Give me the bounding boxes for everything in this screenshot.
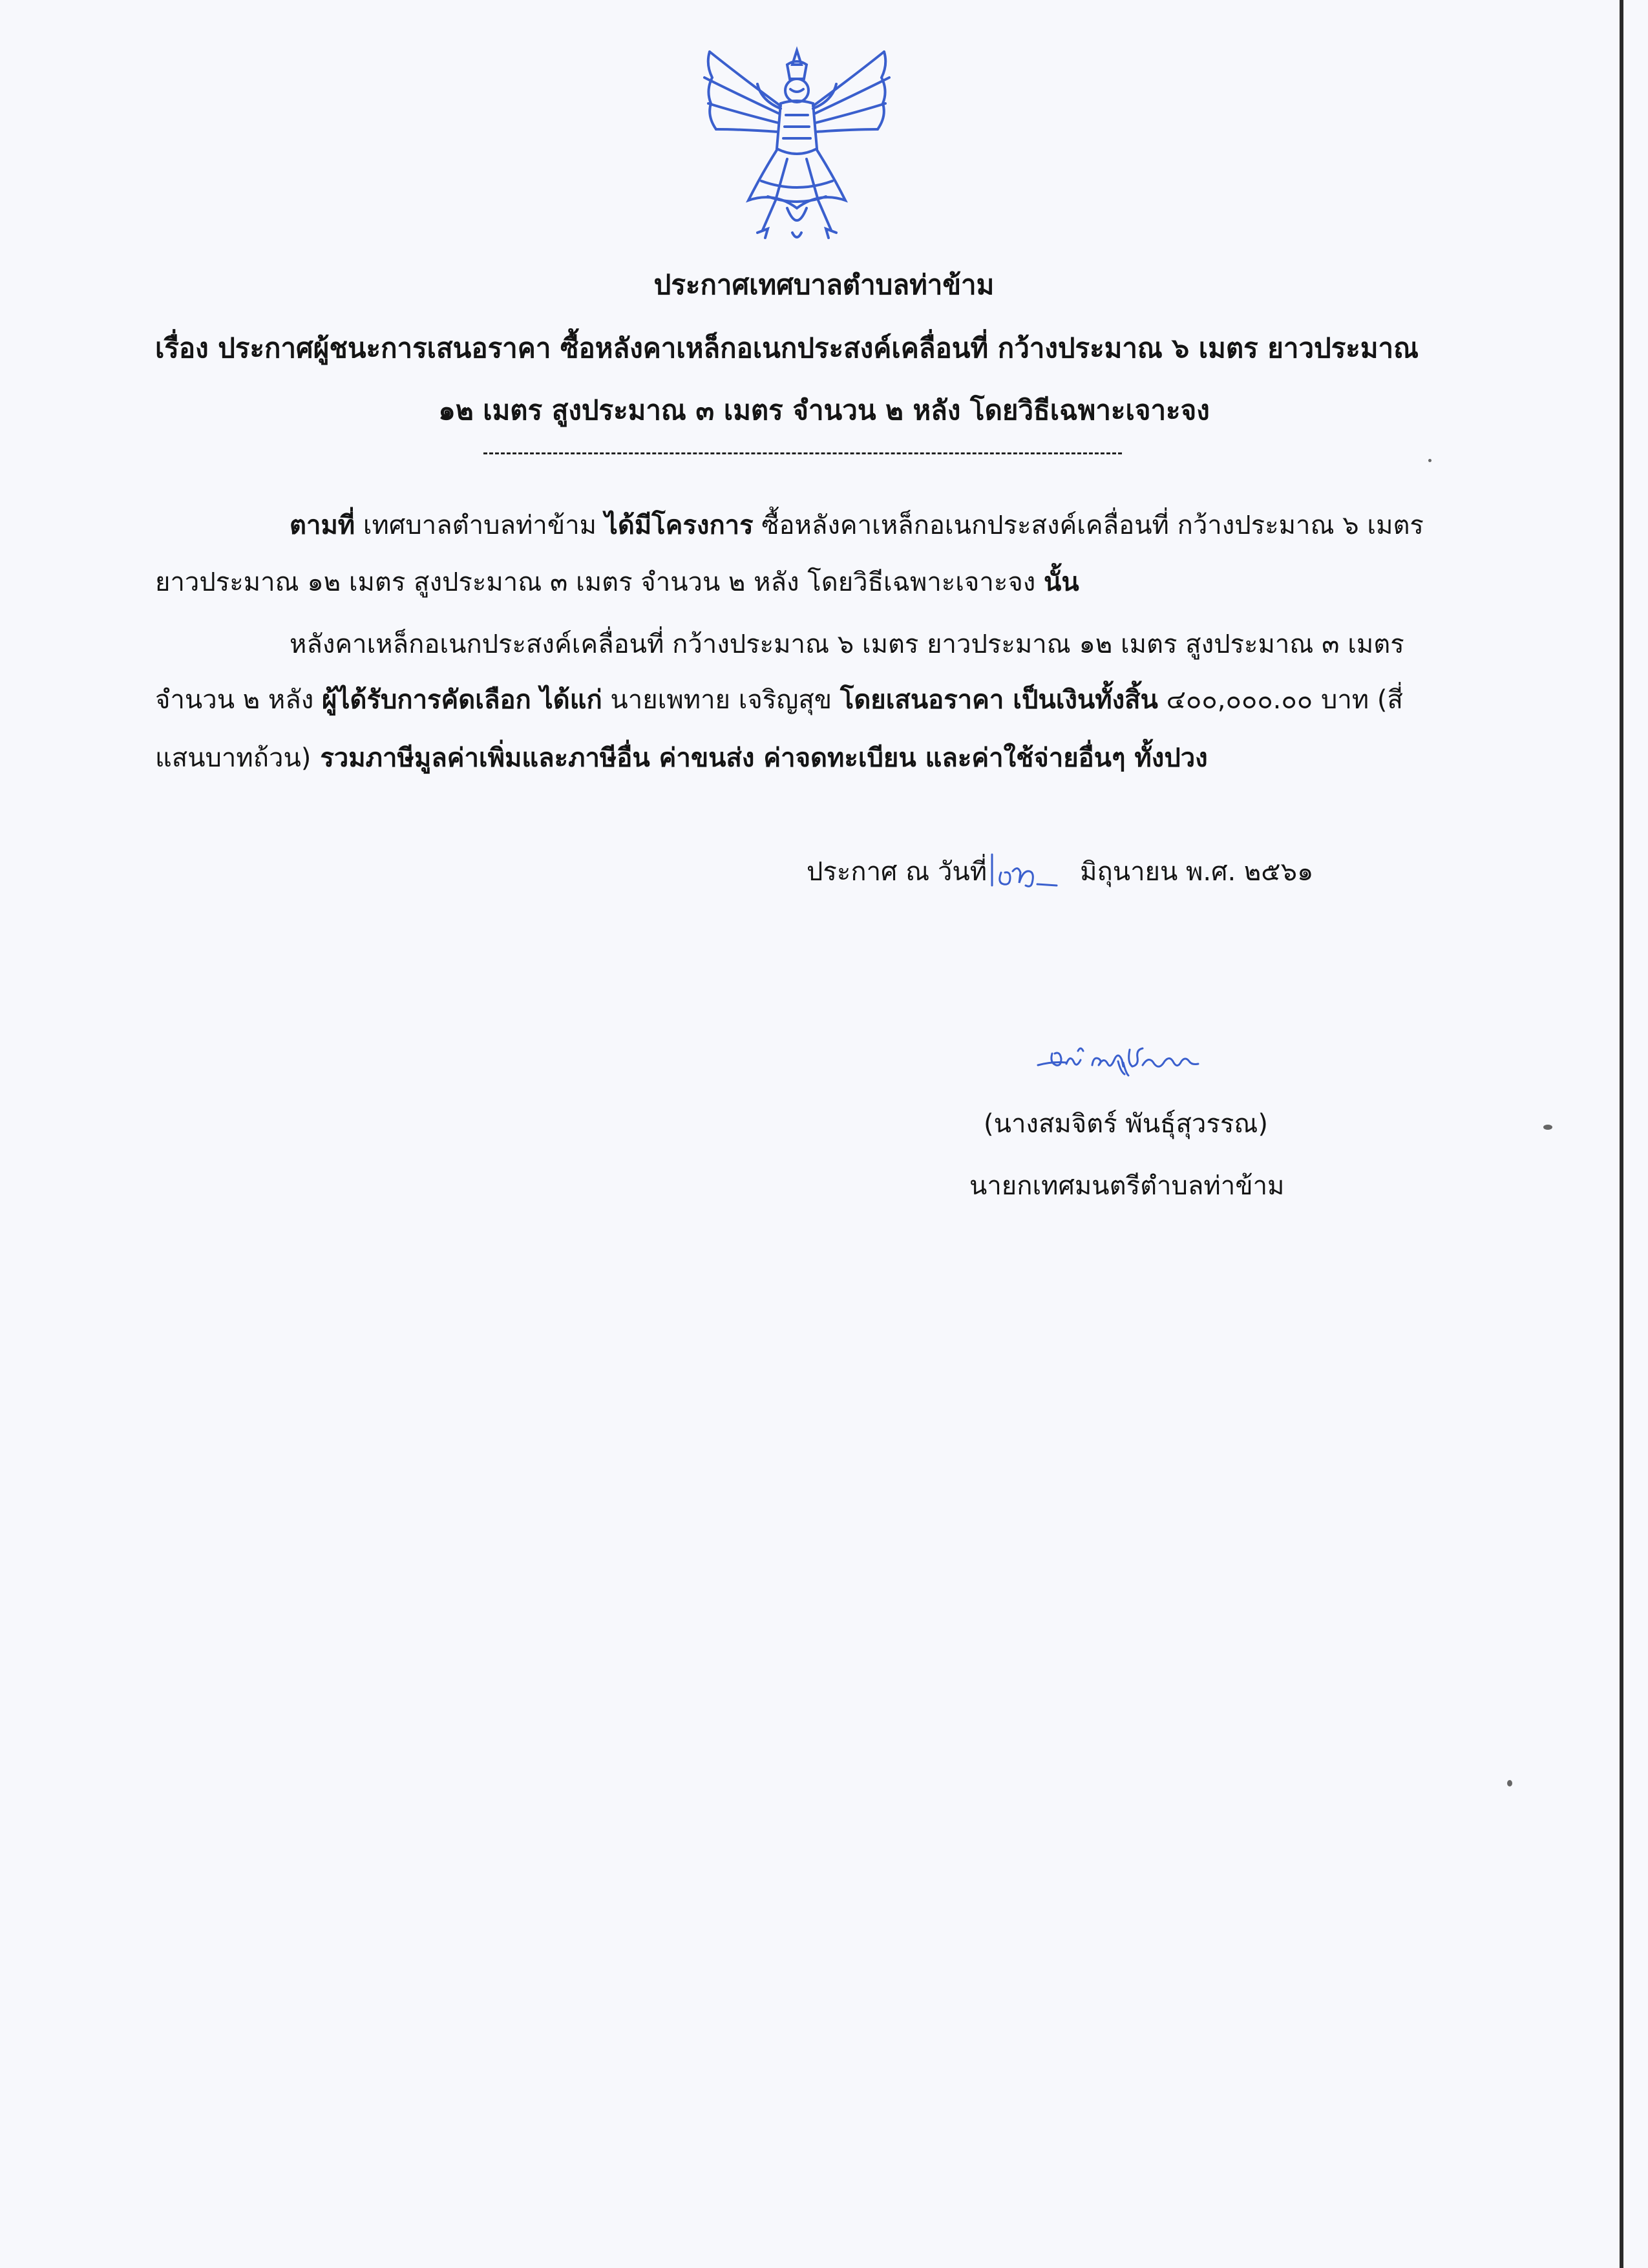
dashed-divider: [483, 452, 1122, 454]
paragraph-2-line-3: [155, 737, 1208, 778]
para2-qty: จำนวน ๒ หลัง: [155, 685, 322, 715]
para1-org: เทศบาลตำบลท่าข้าม: [355, 511, 605, 540]
announcement-date: [807, 851, 1313, 892]
para1-end: นั้น: [1044, 567, 1079, 597]
announcement-subject-line-1: เรื่อง ประกาศผู้ชนะการเสนอราคา ซื้อหลังคาเหล็กอเนกประสงค์เคลื่อนที่ กว้างประมาณ ๖ เมตร ยาวประมาณ: [155, 332, 1419, 364]
handwritten-day: [989, 853, 1061, 892]
date-month-year: มิถุนายน พ.ศ. ๒๕๖๑: [1080, 857, 1314, 887]
garuda-emblem-icon: [690, 39, 903, 252]
para2-item-a: หลังคาเหล็กอเนกประสงค์เคลื่อนที่ กว้างประมาณ ๖ เมตร ยาวประมาณ ๑๒ เมตร สูงประมาณ ๓ เมตร: [290, 630, 1404, 659]
paragraph-1-line-2: [155, 561, 1079, 602]
para1-item-a: ซื้อหลังคาเหล็กอเนกประสงค์เคลื่อนที่ กว้างประมาณ ๖ เมตร: [753, 511, 1424, 540]
scan-speck: [1428, 459, 1431, 462]
para2-selected: ผู้ได้รับการคัดเลือก ได้แก่: [321, 685, 602, 715]
para2-offer: โดยเสนอราคา เป็นเงินทั้งสิ้น: [840, 685, 1158, 715]
announcement-title: ประกาศเทศบาลตำบลท่าข้าม: [653, 269, 995, 301]
para1-lead: ตามที่: [290, 511, 355, 540]
para1-has-project: ได้มีโครงการ: [604, 511, 754, 540]
para2-winner: นายเพทาย เจริญสุข: [602, 685, 840, 715]
paragraph-1-line-1: [290, 504, 1424, 546]
page-edge-border: [1620, 0, 1623, 2268]
signatory-title: นายกเทศมนตรีตำบลท่าข้าม: [969, 1171, 1285, 1201]
paragraph-2-line-1: [290, 623, 1404, 664]
signatory-name: (นางสมจิตร์ พันธุ์สุวรรณ): [984, 1109, 1269, 1139]
scan-speck: [1507, 1780, 1512, 1786]
para2-includes: รวมภาษีมูลค่าเพิ่มและภาษีอื่น ค่าขนส่ง ค่าจดทะเบียน และค่าใช้จ่ายอื่นๆ ทั้งปวง: [311, 743, 1208, 773]
paragraph-2-line-2: [155, 679, 1403, 720]
para2-amount: ๔๐๐,๐๐๐.๐๐ บาท (สี่: [1157, 685, 1403, 715]
scan-speck: [1543, 1125, 1552, 1130]
para2-amount-words: แสนบาทถ้วน): [155, 743, 312, 773]
announcement-subject-line-2: ๑๒ เมตร สูงประมาณ ๓ เมตร จำนวน ๒ หลัง โดยวิธีเฉพาะเจาะจง: [438, 394, 1210, 426]
date-prefix: ประกาศ ณ วันที่: [807, 857, 988, 887]
para1-item-b: ยาวประมาณ ๑๒ เมตร สูงประมาณ ๓ เมตร จำนวน ๒ หลัง โดยวิธีเฉพาะเจาะจง: [155, 567, 1044, 597]
handwritten-signature: [1033, 1028, 1220, 1086]
